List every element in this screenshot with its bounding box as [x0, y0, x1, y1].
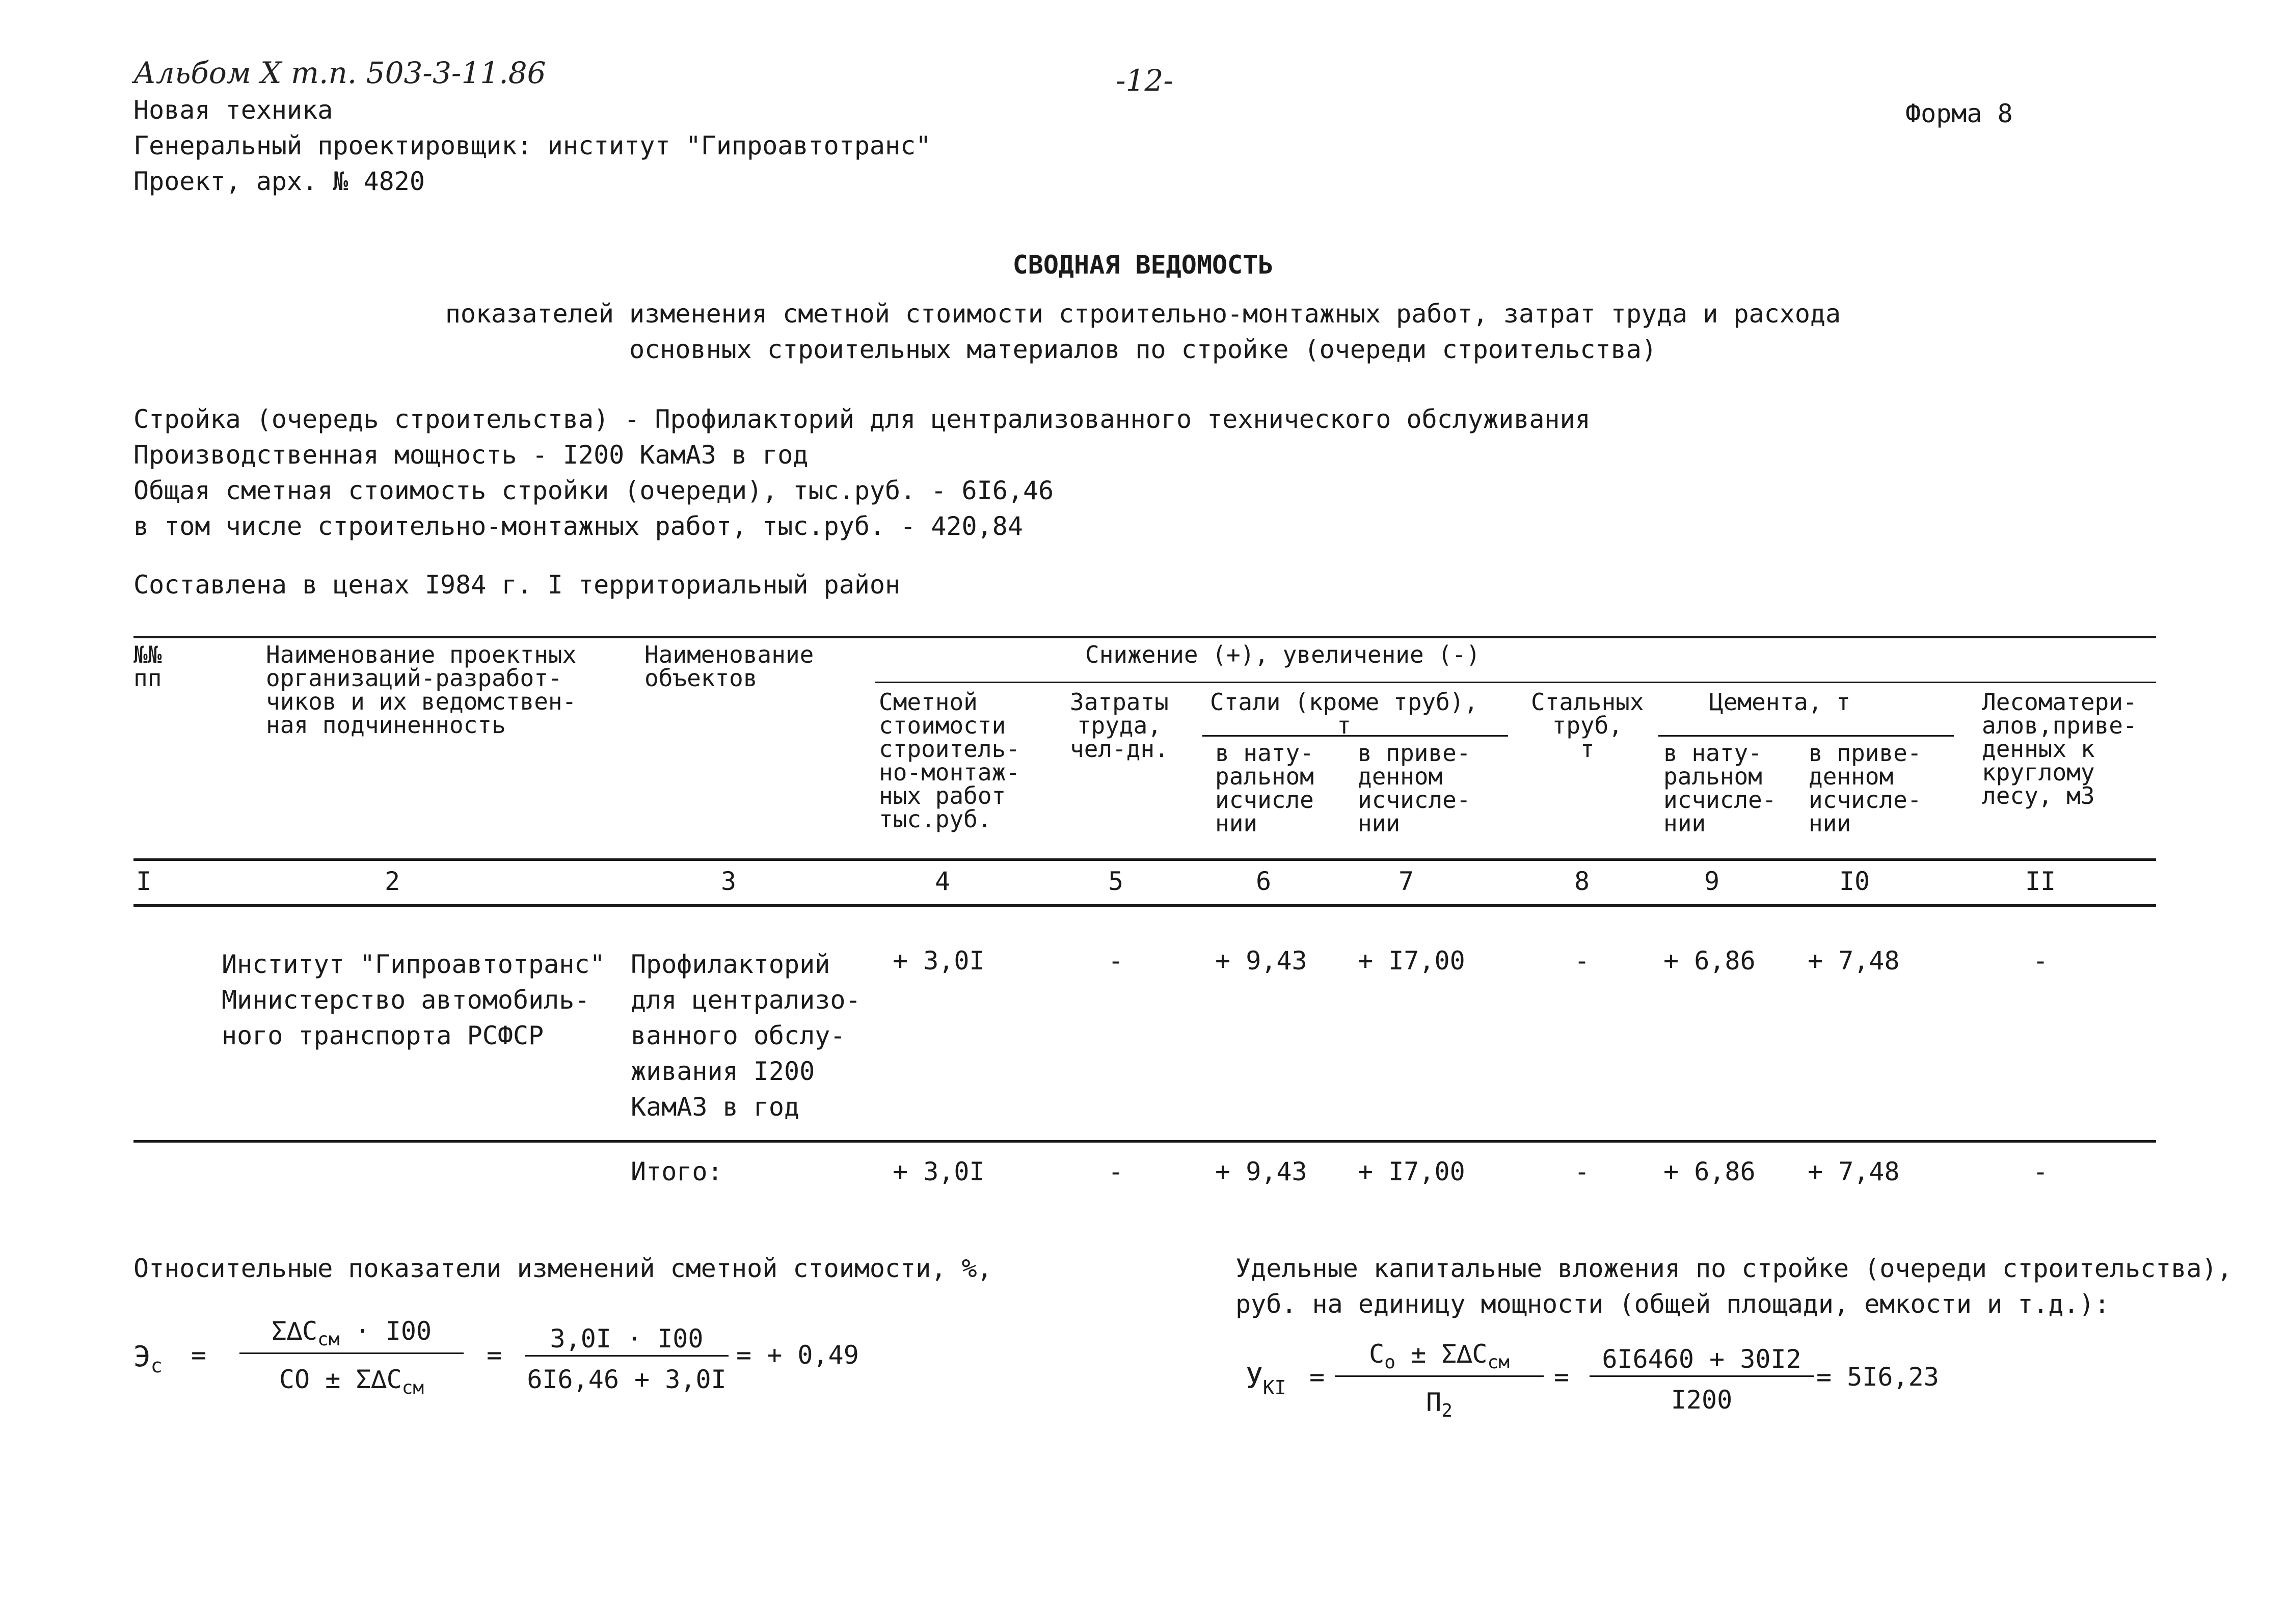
total-label: Итого:	[631, 1157, 723, 1186]
right-fraction-2-denominator: I200	[1671, 1385, 1733, 1415]
header-col-number: №№ пп	[133, 641, 162, 692]
row-steel-natural: + 9,43	[1215, 946, 1307, 976]
colnum-6: 6	[1255, 867, 1272, 896]
header-col-cement-reduced: в приве- денном исчисле- нии	[1809, 739, 1922, 837]
header-col-object: Наименование объектов	[644, 641, 814, 692]
left-formula-equals-1: =	[191, 1340, 207, 1370]
left-fraction-2-numerator: 3,0I · I00	[550, 1324, 704, 1354]
header-line-designer: Генеральный проектировщик: институт "Гипроавтотранс"	[133, 131, 931, 160]
total-cement-reduced: + 7,48	[1808, 1157, 1900, 1186]
header-col-timber: Лесоматери- алов,приве- денных к круглому лесу, м3	[1982, 688, 2137, 809]
document-title: СВОДНАЯ ВЕДОМОСТЬ	[1012, 250, 1274, 280]
left-formula-title: Относительные показатели изменений сметной стоимости, %,	[133, 1254, 992, 1283]
colnum-5: 5	[1108, 867, 1124, 896]
total-steel-reduced: + I7,00	[1358, 1157, 1465, 1186]
left-formula-equals-2: =	[487, 1340, 502, 1370]
colnum-11: II	[2025, 867, 2056, 896]
info-construction: Стройка (очередь строительства) - Профилакторий для централизованного технического обслуживания	[133, 404, 1591, 434]
header-col-steel-reduced: в приве- денном исчисле- нии	[1358, 739, 1471, 837]
header-col-organization: Наименование проектных организаций-разработ- чиков и их ведомствен- ная подчиненность	[266, 641, 577, 739]
header-bottom-rule	[133, 858, 2156, 861]
left-fraction-1-bar	[239, 1352, 464, 1354]
colnum-7: 7	[1398, 867, 1414, 896]
colnum-4: 4	[934, 867, 951, 896]
header-cement: Цемента, т	[1709, 688, 1850, 716]
right-formula-equals-2: =	[1554, 1362, 1570, 1392]
colnum-3: 3	[720, 867, 737, 896]
group-header-rule	[875, 682, 2156, 683]
header-col-cement-natural: в нату- ральном исчисле- нии	[1663, 739, 1777, 837]
header-col-steel-natural: в нату- ральном исчисле нии	[1215, 739, 1314, 837]
form-label: Форма 8	[1905, 99, 2013, 128]
row-steel-reduced: + I7,00	[1358, 946, 1465, 976]
row-cement-natural: + 6,86	[1663, 946, 1756, 976]
row-timber: -	[2033, 946, 2049, 976]
left-formula-symbol: $Э_c$	[133, 1340, 163, 1377]
right-fraction-1-bar	[1335, 1375, 1544, 1377]
left-formula-result: = + 0,49	[736, 1340, 859, 1370]
left-fraction-1-denominator: CO ± $\Sigma\Delta C_{см}$	[279, 1365, 424, 1398]
document-subtitle-line2: основных строительных материалов по стройке (очереди строительства)	[629, 335, 1657, 364]
colnum-8: 8	[1574, 867, 1590, 896]
right-fraction-1-numerator: $C_o \pm \Sigma\Delta C_{см}$	[1369, 1339, 1510, 1373]
colnum-10: I0	[1839, 867, 1870, 896]
colnum-2: 2	[384, 867, 400, 896]
row-object: Профилакторий для централизо- ванного обслу- живания I200 КамАЗ в год	[631, 950, 861, 1122]
right-formula-result: = 5I6,23	[1816, 1362, 1939, 1392]
right-formula-title-1: Удельные капитальные вложения по стройке (очереди строительства),	[1235, 1254, 2233, 1283]
row-labor: -	[1108, 946, 1124, 976]
document-subtitle-line1: показателей изменения сметной стоимости строительно-монтажных работ, затрат труда и расхода	[445, 299, 1841, 329]
header-group-change: Снижение (+), увеличение (-)	[1085, 641, 1481, 668]
header-col-labor: Затраты труда, чел-дн.	[1070, 688, 1169, 763]
row-cement-reduced: + 7,48	[1808, 946, 1900, 976]
header-steel: Стали (кроме труб), т	[1210, 688, 1478, 739]
info-capacity: Производственная мощность - I200 КамАЗ в год	[133, 440, 809, 470]
right-formula-equals-1: =	[1309, 1362, 1325, 1392]
left-fraction-2-bar	[525, 1355, 729, 1357]
header-col-steel-pipes: Стальных труб, т	[1531, 688, 1644, 763]
row-steel-pipes: -	[1574, 946, 1590, 976]
colnum-1: I	[136, 867, 152, 896]
left-fraction-2-denominator: 6I6,46 + 3,0I	[527, 1365, 727, 1394]
right-fraction-2-numerator: 6I6460 + 30I2	[1602, 1344, 1801, 1374]
album-reference: Альбом X т.п. 503-3-11.86	[133, 56, 546, 90]
info-construction-works: в том числе строительно-монтажных работ, тыс.руб. - 420,84	[133, 511, 1023, 541]
total-steel-pipes: -	[1574, 1157, 1590, 1186]
row-estimated-cost: + 3,0I	[893, 946, 985, 976]
total-timber: -	[2033, 1157, 2049, 1186]
row-bottom-rule	[133, 1140, 2156, 1143]
right-formula-symbol: $У_{KI}$	[1246, 1362, 1286, 1399]
info-prices: Составлена в ценах I984 г. I территориальный район	[133, 570, 901, 600]
total-steel-natural: + 9,43	[1215, 1157, 1307, 1186]
colnum-bottom-rule	[133, 904, 2156, 907]
table-top-rule	[133, 636, 2156, 638]
row-organization: Институт "Гипроавтотранс" Министерство автомобиль- ного транспорта РСФСР	[222, 950, 605, 1050]
total-cement-natural: + 6,86	[1663, 1157, 1756, 1186]
total-estimated-cost: + 3,0I	[893, 1157, 985, 1186]
right-formula-title-2: руб. на единицу мощности (общей площади, емкости и т.д.):	[1235, 1289, 2110, 1319]
header-col-estimated-cost: Сметной стоимости строитель- но-монтаж- ных работ тыс.руб.	[879, 688, 1020, 833]
left-fraction-1-numerator: $\Sigma\Delta C_{см} \cdot I00$	[271, 1316, 432, 1350]
total-labor: -	[1108, 1157, 1124, 1186]
header-line-project: Проект, арх. № 4820	[133, 167, 425, 196]
page-number: -12-	[1116, 63, 1173, 98]
info-total-cost: Общая сметная стоимость стройки (очереди), тыс.руб. - 6I6,46	[133, 476, 1054, 505]
right-fraction-1-denominator: $П_2$	[1426, 1388, 1453, 1421]
cement-subheader-rule	[1658, 735, 1954, 737]
header-line-new-tech: Новая техника	[133, 95, 333, 125]
right-fraction-2-bar	[1590, 1375, 1814, 1377]
colnum-9: 9	[1704, 867, 1720, 896]
